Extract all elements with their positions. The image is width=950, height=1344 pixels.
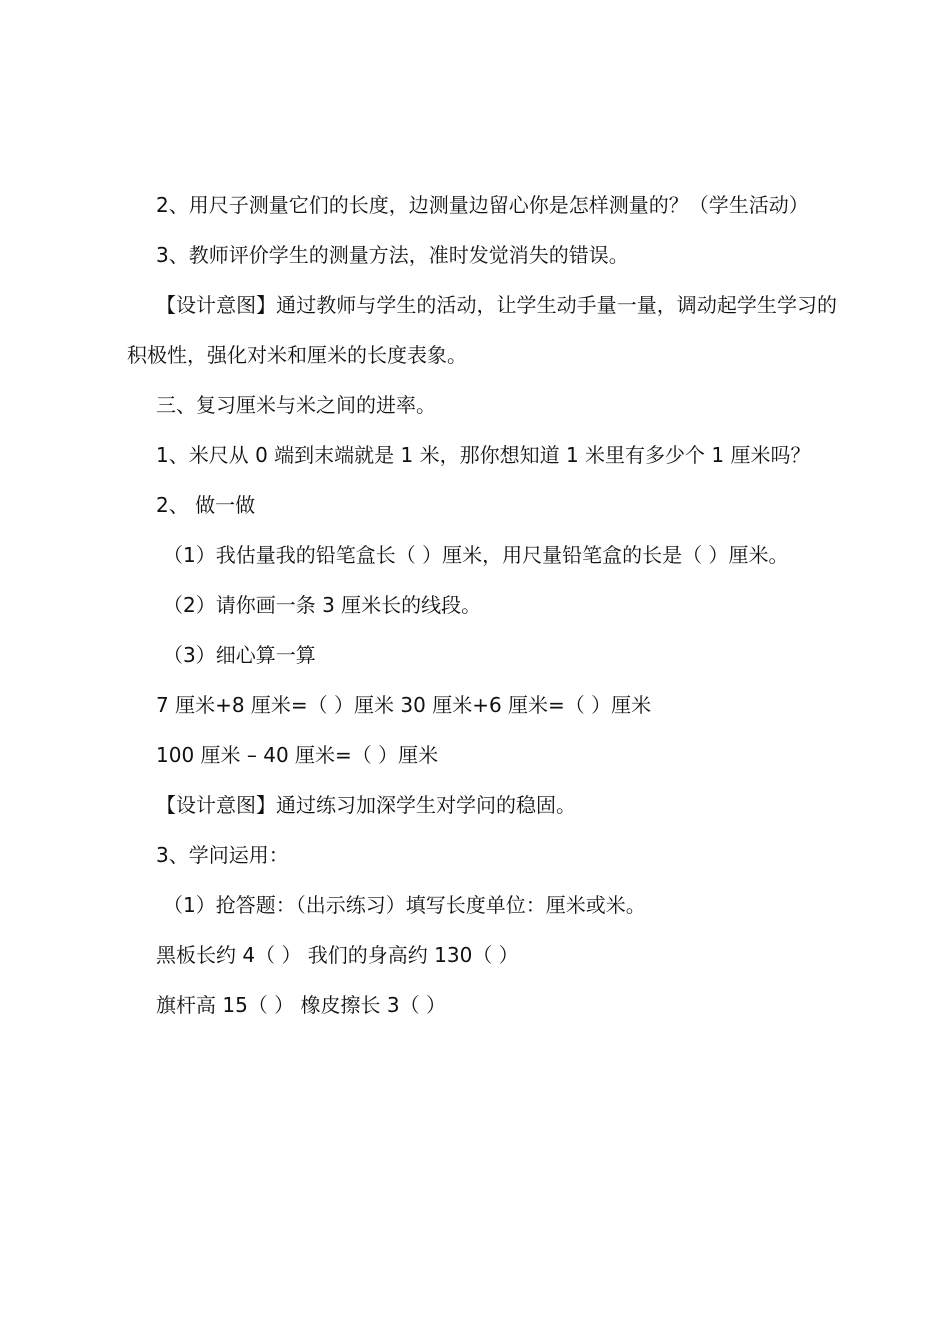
paragraph-do-it: 2、 做一做 — [156, 493, 256, 517]
document-body — [127, 180, 837, 1030]
paragraph-design-intent-2: 【设计意图】通过练习加深学生对学问的稳固。 — [156, 793, 576, 817]
paragraph-knowledge-use: 3、学问运用： — [156, 843, 289, 867]
exercise-calc-line-1: 7 厘米+8 厘米=（ ）厘米 30 厘米+6 厘米=（ ）厘米 — [156, 693, 652, 717]
paragraph-measure-step: 2、用尺子测量它们的长度，边测量边留心你是怎样测量的？（学生活动） — [156, 193, 809, 217]
exercise-calculate-heading: （3）细心算一算 — [163, 643, 316, 667]
exercise-units-line-1: 黑板长约 4（ ） 我们的身高约 130（ ） — [156, 943, 519, 967]
paragraph-design-intent-1: 【设计意图】通过教师与学生的活动，让学生动手量一量，调动起学生学习的积极性，强化对米和厘米的长度表象。 — [127, 293, 837, 367]
section-heading-review: 三、复习厘米与米之间的进率。 — [156, 393, 436, 417]
exercise-quick-answer: （1）抢答题：（出示练习）填写长度单位：厘米或米。 — [163, 893, 646, 917]
exercise-units-line-2: 旗杆高 15（ ） 橡皮擦长 3（ ） — [156, 993, 446, 1017]
exercise-estimate-pencil-box: （1）我估量我的铅笔盒长（ ）厘米，用尺量铅笔盒的长是（ ）厘米。 — [163, 543, 789, 567]
exercise-calc-line-2: 100 厘米 – 40 厘米=（ ）厘米 — [156, 743, 439, 767]
exercise-draw-segment: （2）请你画一条 3 厘米长的线段。 — [163, 593, 482, 617]
paragraph-meter-ruler: 1、米尺从 0 端到末端就是 1 米，那你想知道 1 米里有多少个 1 厘米吗？ — [156, 443, 811, 467]
paragraph-teacher-evaluate: 3、教师评价学生的测量方法，准时发觉消失的错误。 — [156, 243, 629, 267]
